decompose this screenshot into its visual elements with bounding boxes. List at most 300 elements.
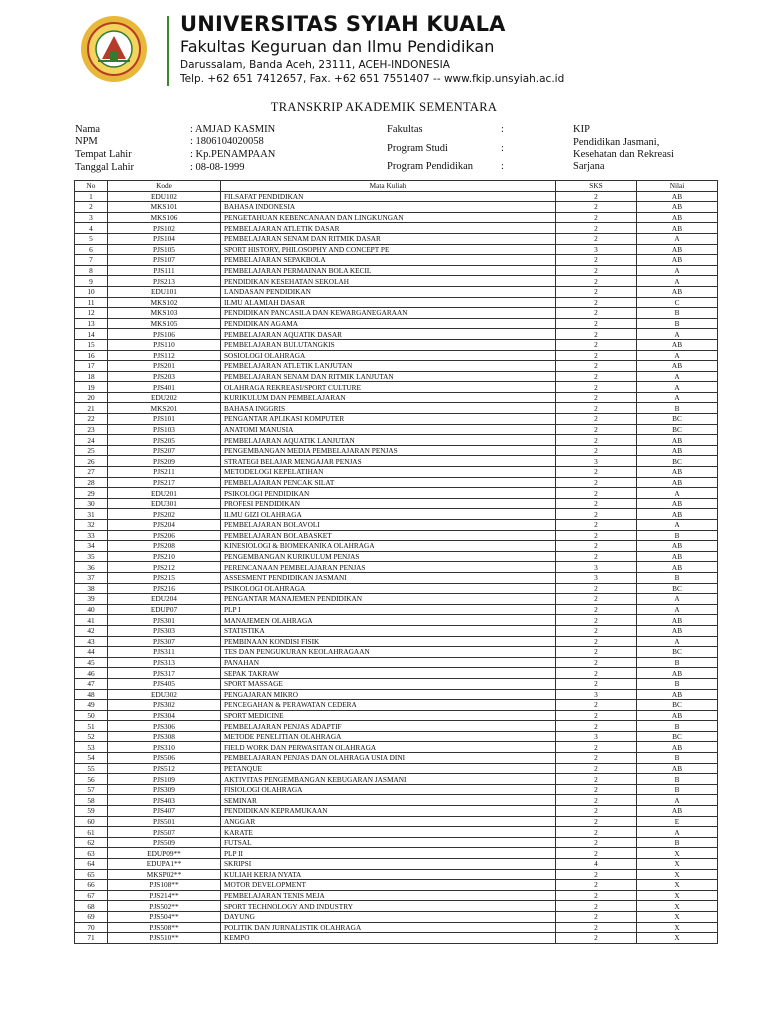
course-grade: A	[637, 594, 718, 605]
course-grade: A	[637, 276, 718, 287]
course-code: MKS103	[108, 308, 221, 319]
transcript-table	[74, 180, 718, 944]
row-no: 49	[75, 700, 108, 711]
course-grade: AB	[637, 498, 718, 509]
row-no: 32	[75, 520, 108, 531]
table-row	[75, 382, 718, 393]
course-credits: 2	[556, 191, 637, 202]
course-grade: A	[637, 233, 718, 244]
course-grade: A	[637, 371, 718, 382]
row-no: 9	[75, 276, 108, 287]
course-grade: E	[637, 816, 718, 827]
course-credits: 2	[556, 233, 637, 244]
row-no: 45	[75, 657, 108, 668]
course-code: PJS206	[108, 530, 221, 541]
course-code: PJS216	[108, 583, 221, 594]
course-name: PSIKOLOGI OLAHRAGA	[221, 583, 556, 594]
table-row	[75, 276, 718, 287]
course-grade: AB	[637, 286, 718, 297]
course-code: PJS103	[108, 424, 221, 435]
course-grade: B	[637, 530, 718, 541]
course-name: PERENCANAAN PEMBELAJARAN PENJAS	[221, 562, 556, 573]
address: Darussalam, Banda Aceh, 23111, ACEH-INDONESIA	[180, 59, 450, 71]
course-code: PJS208	[108, 541, 221, 552]
row-no: 43	[75, 636, 108, 647]
course-code: EDU301	[108, 498, 221, 509]
course-code: PJS202	[108, 509, 221, 520]
course-credits: 2	[556, 382, 637, 393]
row-no: 60	[75, 816, 108, 827]
course-name: ANGGAR	[221, 816, 556, 827]
table-row	[75, 795, 718, 806]
course-credits: 2	[556, 286, 637, 297]
course-name: FIELD WORK DAN PERWASITAN OLAHRAGA	[221, 742, 556, 753]
course-name: SPORT HISTORY, PHILOSOPHY AND CONCEPT PE	[221, 244, 556, 255]
course-credits: 2	[556, 827, 637, 838]
course-grade: X	[637, 880, 718, 891]
row-no: 7	[75, 255, 108, 266]
course-name: ILMU ALAMIAH DASAR	[221, 297, 556, 308]
course-grade: A	[637, 350, 718, 361]
course-credits: 2	[556, 668, 637, 679]
row-no: 14	[75, 329, 108, 340]
table-row	[75, 572, 718, 583]
course-name: PENDIDIKAN PANCASILA DAN KEWARGANEGARAAN	[221, 308, 556, 319]
row-no: 5	[75, 233, 108, 244]
course-grade: AB	[637, 223, 718, 234]
row-no: 58	[75, 795, 108, 806]
course-name: PEMBELAJARAN PENJAS ADAPTIF	[221, 721, 556, 732]
row-no: 24	[75, 435, 108, 446]
tanggal-lahir-label: Tanggal Lahir	[75, 162, 135, 173]
row-no: 40	[75, 604, 108, 615]
course-grade: AB	[637, 339, 718, 350]
course-grade: AB	[637, 212, 718, 223]
row-no: 65	[75, 869, 108, 880]
university-name: UNIVERSITAS SYIAH KUALA	[180, 12, 506, 36]
course-code: PJS217	[108, 477, 221, 488]
course-credits: 2	[556, 742, 637, 753]
course-credits: 2	[556, 837, 637, 848]
table-row	[75, 520, 718, 531]
course-code: PJS512	[108, 763, 221, 774]
course-name: ILMU GIZI OLAHRAGA	[221, 509, 556, 520]
course-credits: 2	[556, 615, 637, 626]
course-credits: 2	[556, 212, 637, 223]
course-name: KULIAH KERJA NYATA	[221, 869, 556, 880]
row-no: 31	[75, 509, 108, 520]
program-studi-value-line2: Kesehatan dan Rekreasi	[573, 149, 674, 160]
course-credits: 2	[556, 721, 637, 732]
course-credits: 2	[556, 223, 637, 234]
table-row	[75, 869, 718, 880]
course-credits: 2	[556, 869, 637, 880]
course-grade: AB	[637, 191, 718, 202]
course-credits: 4	[556, 859, 637, 870]
course-code: PJS108**	[108, 880, 221, 891]
course-grade: BC	[637, 414, 718, 425]
table-row	[75, 255, 718, 266]
table-row	[75, 806, 718, 817]
row-no: 21	[75, 403, 108, 414]
row-no: 17	[75, 361, 108, 372]
row-no: 46	[75, 668, 108, 679]
npm-value: : 1806104020058	[190, 136, 264, 147]
course-code: EDUP07	[108, 604, 221, 615]
table-row	[75, 763, 718, 774]
course-code: PJS104	[108, 233, 221, 244]
table-row	[75, 244, 718, 255]
table-row	[75, 890, 718, 901]
course-name: BAHASA INGGRIS	[221, 403, 556, 414]
course-grade: AB	[637, 445, 718, 456]
course-grade: AB	[637, 509, 718, 520]
course-code: PJS111	[108, 265, 221, 276]
table-row	[75, 350, 718, 361]
program-pendidikan-label: Program Pendidikan	[387, 161, 474, 172]
course-grade: A	[637, 520, 718, 531]
course-name: BAHASA INDONESIA	[221, 202, 556, 213]
course-credits: 2	[556, 753, 637, 764]
table-row	[75, 604, 718, 615]
course-credits: 2	[556, 848, 637, 859]
row-no: 34	[75, 541, 108, 552]
course-code: PJS306	[108, 721, 221, 732]
header-no: No	[75, 181, 108, 192]
row-no: 54	[75, 753, 108, 764]
course-credits: 3	[556, 572, 637, 583]
course-name: SKRIPSI	[221, 859, 556, 870]
header-kode: Kode	[108, 181, 221, 192]
course-name: PENCEGAHAN & PERAWATAN CEDERA	[221, 700, 556, 711]
row-no: 37	[75, 572, 108, 583]
table-row	[75, 859, 718, 870]
course-name: PEMBINAAN KONDISI FISIK	[221, 636, 556, 647]
course-grade: AB	[637, 255, 718, 266]
course-name: FUTSAL	[221, 837, 556, 848]
course-credits: 2	[556, 806, 637, 817]
row-no: 12	[75, 308, 108, 319]
course-credits: 2	[556, 371, 637, 382]
course-name: PEMBELAJARAN SEPAKBOLA	[221, 255, 556, 266]
course-grade: B	[637, 774, 718, 785]
course-credits: 2	[556, 414, 637, 425]
table-row	[75, 202, 718, 213]
course-credits: 2	[556, 477, 637, 488]
table-row	[75, 848, 718, 859]
course-code: EDUP09**	[108, 848, 221, 859]
course-grade: BC	[637, 731, 718, 742]
course-credits: 2	[556, 424, 637, 435]
row-no: 30	[75, 498, 108, 509]
course-code: PJS405	[108, 678, 221, 689]
course-code: PJS109	[108, 774, 221, 785]
tempat-lahir-label: Tempat Lahir	[75, 149, 132, 160]
course-code: MKS101	[108, 202, 221, 213]
course-code: PJS313	[108, 657, 221, 668]
table-row	[75, 647, 718, 658]
course-credits: 2	[556, 657, 637, 668]
course-name: SPORT TECHNOLOGY AND INDUSTRY	[221, 901, 556, 912]
course-credits: 2	[556, 276, 637, 287]
row-no: 51	[75, 721, 108, 732]
row-no: 61	[75, 827, 108, 838]
course-credits: 3	[556, 731, 637, 742]
course-grade: AB	[637, 361, 718, 372]
course-code: PJS502**	[108, 901, 221, 912]
course-name: PROFESI PENDIDIKAN	[221, 498, 556, 509]
row-no: 13	[75, 318, 108, 329]
row-no: 3	[75, 212, 108, 223]
course-grade: AB	[637, 467, 718, 478]
row-no: 36	[75, 562, 108, 573]
course-code: PJS403	[108, 795, 221, 806]
course-credits: 2	[556, 583, 637, 594]
course-grade: BC	[637, 456, 718, 467]
course-code: EDU102	[108, 191, 221, 202]
contact-info: Telp. +62 651 7412657, Fax. +62 651 7551407 -- www.fkip.unsyiah.ac.id	[180, 73, 565, 85]
course-code: PJS207	[108, 445, 221, 456]
row-no: 55	[75, 763, 108, 774]
course-credits: 2	[556, 784, 637, 795]
table-row	[75, 445, 718, 456]
course-code: EDU204	[108, 594, 221, 605]
table-row	[75, 392, 718, 403]
course-code: PJS317	[108, 668, 221, 679]
table-row	[75, 339, 718, 350]
table-row	[75, 880, 718, 891]
row-no: 28	[75, 477, 108, 488]
table-row	[75, 265, 718, 276]
table-row	[75, 424, 718, 435]
row-no: 38	[75, 583, 108, 594]
course-grade: AB	[637, 477, 718, 488]
course-name: SOSIOLOGI OLAHRAGA	[221, 350, 556, 361]
row-no: 4	[75, 223, 108, 234]
table-row	[75, 371, 718, 382]
row-no: 48	[75, 689, 108, 700]
course-grade: B	[637, 837, 718, 848]
course-grade: A	[637, 795, 718, 806]
course-name: DAYUNG	[221, 911, 556, 922]
table-row	[75, 223, 718, 234]
course-name: PENDIDIKAN KEPRAMUKAAN	[221, 806, 556, 817]
table-row	[75, 551, 718, 562]
course-name: PEMBELAJARAN SENAM DAN RITMIK LANJUTAN	[221, 371, 556, 382]
course-credits: 2	[556, 498, 637, 509]
course-grade: A	[637, 329, 718, 340]
course-name: PEMBELAJARAN PERMAINAN BOLA KECIL	[221, 265, 556, 276]
course-name: PEMBELAJARAN ATLETIK LANJUTAN	[221, 361, 556, 372]
course-code: PJS213	[108, 276, 221, 287]
row-no: 41	[75, 615, 108, 626]
row-no: 23	[75, 424, 108, 435]
course-credits: 2	[556, 318, 637, 329]
course-credits: 2	[556, 901, 637, 912]
course-credits: 2	[556, 604, 637, 615]
course-code: PJS215	[108, 572, 221, 583]
course-grade: AB	[637, 615, 718, 626]
course-name: PEMBELAJARAN PENCAK SILAT	[221, 477, 556, 488]
table-row	[75, 297, 718, 308]
row-no: 11	[75, 297, 108, 308]
course-grade: X	[637, 911, 718, 922]
course-grade: AB	[637, 806, 718, 817]
course-code: PJS308	[108, 731, 221, 742]
course-credits: 2	[556, 911, 637, 922]
course-grade: AB	[637, 625, 718, 636]
course-credits: 2	[556, 339, 637, 350]
table-row	[75, 403, 718, 414]
table-row	[75, 721, 718, 732]
course-code: PJS101	[108, 414, 221, 425]
course-credits: 2	[556, 816, 637, 827]
course-name: LANDASAN PENDIDIKAN	[221, 286, 556, 297]
header-divider	[167, 16, 169, 86]
course-code: PJS203	[108, 371, 221, 382]
course-code: EDU101	[108, 286, 221, 297]
row-no: 56	[75, 774, 108, 785]
course-code: PJS307	[108, 636, 221, 647]
row-no: 53	[75, 742, 108, 753]
course-code: PJS302	[108, 700, 221, 711]
course-code: PJS209	[108, 456, 221, 467]
course-grade: A	[637, 392, 718, 403]
course-grade: BC	[637, 700, 718, 711]
course-code: MKS105	[108, 318, 221, 329]
course-code: PJS201	[108, 361, 221, 372]
course-name: PENGEMBANGAN MEDIA PEMBELAJARAN PENJAS	[221, 445, 556, 456]
course-code: PJS311	[108, 647, 221, 658]
course-grade: X	[637, 859, 718, 870]
course-code: PJS110	[108, 339, 221, 350]
course-code: PJS106	[108, 329, 221, 340]
course-name: ASSESMENT PENDIDIKAN JASMANI	[221, 572, 556, 583]
table-row	[75, 329, 718, 340]
table-row	[75, 901, 718, 912]
course-credits: 2	[556, 625, 637, 636]
course-code: PJS107	[108, 255, 221, 266]
course-name: MANAJEMEN OLAHRAGA	[221, 615, 556, 626]
course-credits: 2	[556, 467, 637, 478]
course-credits: 2	[556, 710, 637, 721]
course-credits: 3	[556, 244, 637, 255]
header-mata-kuliah: Mata Kuliah	[221, 181, 556, 192]
course-credits: 2	[556, 551, 637, 562]
course-grade: AB	[637, 435, 718, 446]
course-name: SPORT MEDICINE	[221, 710, 556, 721]
table-row	[75, 456, 718, 467]
course-name: PLP II	[221, 848, 556, 859]
course-name: MOTOR DEVELOPMENT	[221, 880, 556, 891]
course-grade: B	[637, 678, 718, 689]
course-name: PENGETAHUAN KEBENCANAAN DAN LINGKUNGAN	[221, 212, 556, 223]
course-grade: B	[637, 572, 718, 583]
course-credits: 2	[556, 890, 637, 901]
course-grade: AB	[637, 742, 718, 753]
course-code: PJS507	[108, 827, 221, 838]
course-grade: X	[637, 848, 718, 859]
course-name: PEMBELAJARAN SENAM DAN RITMIK DASAR	[221, 233, 556, 244]
course-code: PJS303	[108, 625, 221, 636]
course-grade: A	[637, 636, 718, 647]
course-grade: BC	[637, 424, 718, 435]
table-row	[75, 742, 718, 753]
course-credits: 2	[556, 700, 637, 711]
course-grade: B	[637, 721, 718, 732]
row-no: 57	[75, 784, 108, 795]
course-name: KINESIOLOGI & BIOMEKANIKA OLAHRAGA	[221, 541, 556, 552]
course-name: KEMPO	[221, 933, 556, 944]
row-no: 33	[75, 530, 108, 541]
fakultas-colon: :	[501, 124, 504, 135]
row-no: 15	[75, 339, 108, 350]
row-no: 8	[75, 265, 108, 276]
course-grade: A	[637, 265, 718, 276]
course-code: PJS510**	[108, 933, 221, 944]
course-credits: 2	[556, 541, 637, 552]
course-code: EDUPA1**	[108, 859, 221, 870]
table-row	[75, 636, 718, 647]
course-grade: A	[637, 382, 718, 393]
table-row	[75, 361, 718, 372]
course-grade: AB	[637, 244, 718, 255]
course-name: FILSAFAT PENDIDIKAN	[221, 191, 556, 202]
course-name: PSIKOLOGI PENDIDIKAN	[221, 488, 556, 499]
course-credits: 2	[556, 636, 637, 647]
course-credits: 2	[556, 297, 637, 308]
course-grade: AB	[637, 551, 718, 562]
table-row	[75, 594, 718, 605]
fakultas-label: Fakultas	[387, 124, 423, 135]
course-credits: 2	[556, 488, 637, 499]
row-no: 67	[75, 890, 108, 901]
row-no: 44	[75, 647, 108, 658]
table-row	[75, 318, 718, 329]
course-name: SEMINAR	[221, 795, 556, 806]
course-grade: X	[637, 922, 718, 933]
course-name: PANAHAN	[221, 657, 556, 668]
course-credits: 3	[556, 562, 637, 573]
table-header-row	[75, 181, 718, 192]
table-row	[75, 477, 718, 488]
table-row	[75, 435, 718, 446]
table-row	[75, 668, 718, 679]
npm-label: NPM	[75, 136, 98, 147]
course-grade: BC	[637, 583, 718, 594]
course-name: PEMBELAJARAN BOLAVOLI	[221, 520, 556, 531]
course-code: PJS401	[108, 382, 221, 393]
course-name: KURIKULUM DAN PEMBELAJARAN	[221, 392, 556, 403]
row-no: 66	[75, 880, 108, 891]
row-no: 52	[75, 731, 108, 742]
table-row	[75, 837, 718, 848]
row-no: 26	[75, 456, 108, 467]
row-no: 6	[75, 244, 108, 255]
course-code: PJS102	[108, 223, 221, 234]
program-studi-label: Program Studi	[387, 143, 448, 154]
table-row	[75, 922, 718, 933]
row-no: 22	[75, 414, 108, 425]
course-name: ANATOMI MANUSIA	[221, 424, 556, 435]
course-grade: AB	[637, 689, 718, 700]
table-row	[75, 911, 718, 922]
table-row	[75, 308, 718, 319]
program-pendidikan-value: Sarjana	[573, 161, 605, 172]
course-name: PEMBELAJARAN AQUATIK DASAR	[221, 329, 556, 340]
row-no: 71	[75, 933, 108, 944]
course-grade: X	[637, 933, 718, 944]
